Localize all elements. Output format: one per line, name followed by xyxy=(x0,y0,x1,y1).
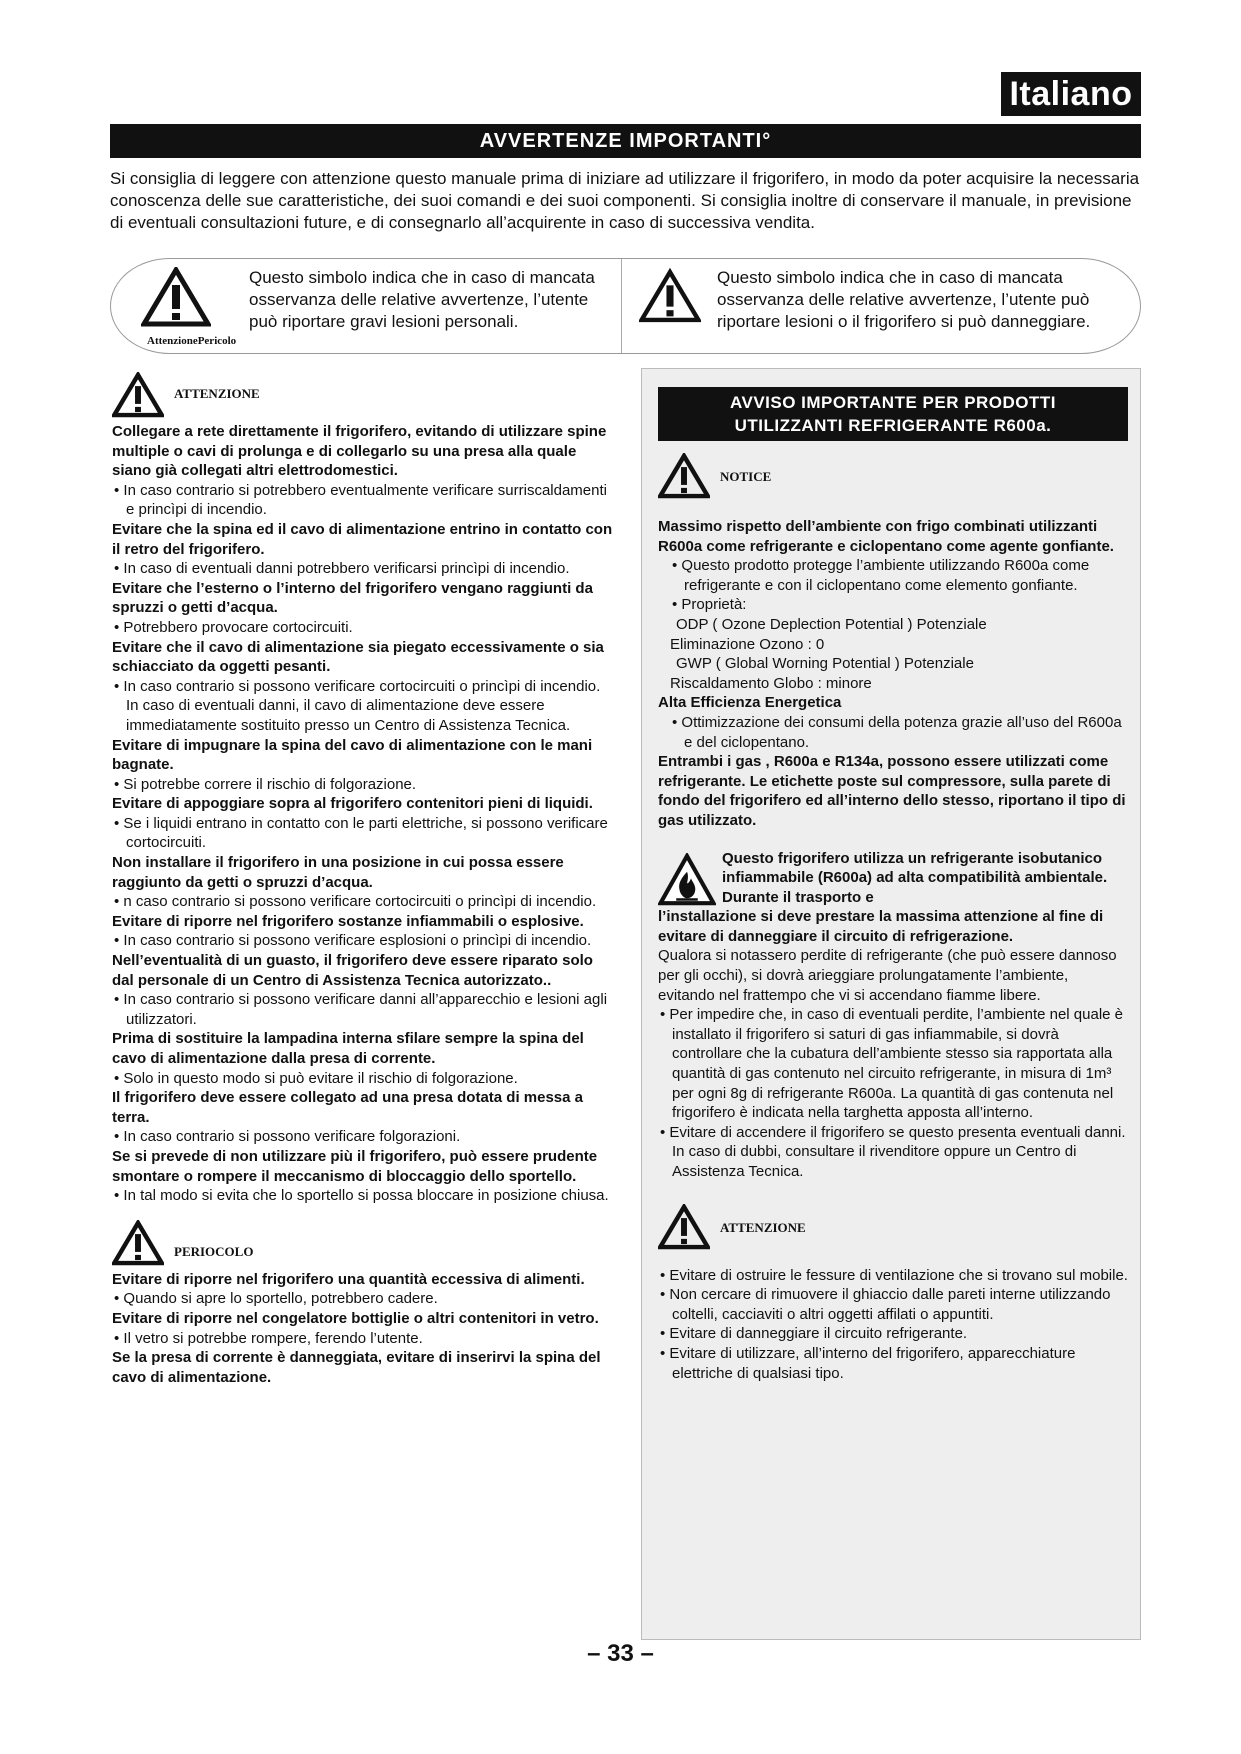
warning-note: • In caso di eventuali danni potrebbero verificarsi princìpi di incendio. xyxy=(114,560,570,578)
warning-note: • Il vetro si potrebbe rompere, ferendo l’utente. xyxy=(114,1329,423,1347)
warning-note: • Si potrebbe correre il rischio di folgorazione. xyxy=(114,775,417,793)
warning-note: • Quando si apre lo sportello, potrebbero cadere. xyxy=(114,1290,438,1308)
caution-symbol-text: Questo simbolo indica che in caso di mancata osservanza delle relative avvertenze, l’utente può riportare lesioni o il frigorifero si può danneggiare. xyxy=(717,268,1091,331)
warning-heading: Non installare il frigorifero in una posizione in cui possa essere raggiunto da getti o spruzzi d’acqua. xyxy=(112,854,564,891)
warning-heading: Evitare che la spina ed il cavo di alimentazione entrino in contatto con il retro del frigorifero. xyxy=(112,520,613,558)
page-number: – 33 – xyxy=(587,1640,654,1667)
warning-note: • Se i liquidi entrano in contatto con le parti elettriche, si possono verificare cortocircuiti. xyxy=(114,814,608,852)
warning-heading: Evitare di riporre nel frigorifero sostanze infiammabili o esplosive. xyxy=(112,912,584,930)
property-line: Eliminazione Ozono : 0 xyxy=(670,635,825,653)
warning-heading: Prima di sostituire la lampadina interna sfilare sempre la spina del cavo di alimentazione dalla presa di corrente. xyxy=(112,1030,584,1067)
warning-note: • Potrebbero provocare cortocircuiti. xyxy=(114,618,353,636)
attenzione-heading xyxy=(112,372,614,418)
flammable-heading-cont: l’installazione si deve prestare la massima attenzione al fine di evitare di danneggiare il circuito di refrigerazione. xyxy=(658,908,1104,945)
caution-symbol-cell xyxy=(639,267,1129,333)
flammable-heading: Questo frigorifero utilizza un refrigerante isobutanico infiammabile (R600a) ad alta compatibilità ambientale. Durante il trasporto e xyxy=(722,849,1108,906)
r600a-notice-header xyxy=(658,387,1128,441)
warning-heading: Evitare di riporre nel frigorifero una quantità eccessiva di alimenti. xyxy=(112,1270,585,1288)
r600a-notice-panel xyxy=(641,368,1141,1640)
bullet-item: • Evitare di accendere il frigorifero se questo presenta eventuali danni. In caso di dubbi, consultare il rivenditore oppure un Centro di Assistenza Tecnica. xyxy=(660,1123,1126,1180)
warning-note: • n caso contrario si possono verificare cortocircuiti o princìpi di incendio. xyxy=(114,893,597,911)
warning-heading: Evitare che il cavo di alimentazione sia piegato eccessivamente o sia schiacciato da oggetti pesanti. xyxy=(112,638,604,676)
warning-note: • Solo in questo modo si può evitare il rischio di folgorazione. xyxy=(114,1069,518,1087)
warning-heading: Evitare che l’esterno o l’interno del frigorifero vengano raggiunti da spruzzi o getti d’acqua. xyxy=(112,579,593,617)
notice-header-line: UTILIZZANTI REFRIGERANTE R600a. xyxy=(734,416,1052,435)
warning-triangle-icon xyxy=(658,1204,710,1250)
warning-heading: Evitare di impugnare la spina del cavo di alimentazione con le mani bagnate. xyxy=(112,736,593,774)
warning-heading: Se si prevede di non utilizzare più il frigorifero, può essere prudente smontare o rompere il meccanismo di bloccaggio dello sportello. xyxy=(112,1147,598,1185)
intro-paragraph: Si consiglia di leggere con attenzione questo manuale prima di iniziare ad utilizzare il frigorifero, in modo da poter acquisire la necessaria conoscenza delle sue caratteristiche, dei suoi comandi e dei suoi componenti. Si consiglia inoltre di conservare il manuale, in previsione di eventuali consultazioni future, e di consegnarlo all’acquirente in caso di successiva vendita. xyxy=(110,169,1140,232)
bullet-item: • Ottimizzazione dei consumi della potenza grazie all’uso del R600a e del ciclopentano. xyxy=(672,713,1122,751)
warning-heading: Evitare di riporre nel congelatore bottiglie o altri contenitori in vetro. xyxy=(112,1309,599,1327)
danger-symbol-text: Questo simbolo indica che in caso di mancata osservanza delle relative avvertenze, l’utente può riportare gravi lesioni personali. xyxy=(249,268,595,331)
warning-triangle-icon xyxy=(658,453,710,499)
property-line: Riscaldamento Globo : minore xyxy=(670,674,872,692)
warning-triangle-icon xyxy=(112,1220,164,1266)
bullet-item: • Per impedire che, in caso di eventuali perdite, l’ambiente nel quale è installato il frigorifero si saturi di gas infiammabile, si dovrà controllare che la cubatura dell’ambiente stesso sia rapportata alla quantità di gas contenuto nel circuito refrigerante, in misura di 1m³ per ogni 8g di refrigerante R600a. La quantità di gas contenuta nel frigorifero è indicata nella targhetta apposta all’interno. xyxy=(660,1006,1124,1122)
efficiency-heading: Alta Efficienza Energetica xyxy=(658,694,842,712)
warning-note: • In caso contrario si possono verificare danni all’apparecchio e lesioni agli utilizzatori. xyxy=(114,991,608,1028)
notice-header-line: AVVISO IMPORTANTE PER PRODOTTI xyxy=(729,393,1057,412)
bullet-item: • Evitare di danneggiare il circuito refrigerante. xyxy=(660,1325,968,1343)
warning-note: • In caso contrario si possono verificare esplosioni o princìpi di incendio. xyxy=(114,932,592,950)
warning-heading: Nell’eventualità di un guasto, il frigorifero deve essere riparato solo dal personale di un Centro di Assistenza Tecnica autorizzato.. xyxy=(112,952,593,989)
bullet-item: • Questo prodotto protegge l’ambiente utilizzando R600a come refrigerante e con il ciclopentano come elemento gonfiante. xyxy=(672,557,1090,594)
property-line: GWP ( Global Worning Potential ) Potenziale xyxy=(676,655,974,673)
pericolo-label: PERIOCOLO xyxy=(174,1244,254,1260)
warning-heading: Evitare di appoggiare sopra al frigorifero contenitori pieni di liquidi. xyxy=(112,795,593,813)
attenzione-label: ATTENZIONE xyxy=(174,386,260,402)
danger-symbol-cell xyxy=(141,267,611,333)
warning-triangle-icon xyxy=(112,372,164,418)
flammable-icon xyxy=(658,853,716,907)
notice-heading xyxy=(658,453,1128,499)
warning-triangle-icon xyxy=(141,267,211,327)
notice-label: NOTICE xyxy=(720,469,772,485)
bullet-item: • Evitare di utilizzare, all’interno del frigorifero, apparecchiature elettriche di qualsiasi tipo. xyxy=(660,1344,1076,1382)
warning-note: • In caso contrario si potrebbero eventualmente verificare surriscaldamenti e princìpi di incendio. xyxy=(114,481,607,519)
divider xyxy=(621,259,622,353)
property-line: ODP ( Ozone Deplection Potential ) Potenziale xyxy=(676,615,987,633)
eco-heading: Massimo rispetto dell’ambiente con frigo combinati utilizzanti R600a come refrigerante e ciclopentano come agente gonfiante. xyxy=(658,518,1114,555)
warning-note: • In caso contrario si possono verificare folgorazioni. xyxy=(114,1128,461,1146)
warning-note: • In tal modo si evita che lo sportello si possa bloccare in posizione chiusa. xyxy=(114,1187,609,1205)
language-tab: Italiano xyxy=(1001,72,1141,116)
flammable-paragraph: Qualora si notassero perdite di refrigerante (che può essere dannoso per gli occhi), si dovrà arieggiare prolungatamente l’ambiente, evitando nel frattempo che vi si accendano fiamme libere. xyxy=(658,947,1117,1004)
bullet-item: • Evitare di ostruire le fessure di ventilazione che si trovano sul mobile. xyxy=(660,1266,1128,1284)
symbol-caption: AttenzionePericolo xyxy=(147,335,237,347)
warning-heading: Il frigorifero deve essere collegato ad una presa dotata di messa a terra. xyxy=(112,1089,584,1126)
left-warnings-list xyxy=(112,422,614,1206)
left-column xyxy=(112,372,614,1387)
bullet-item: • Proprietà: xyxy=(672,596,747,614)
attenzione-label: ATTENZIONE xyxy=(720,1220,806,1235)
warning-note: • In caso contrario si possono verificare cortocircuiti o princìpi di incendio. In caso di eventuali danni, il cavo di alimentazione deve essere immediatamente sostituito presso un Centro di Assistenza Tecnica. xyxy=(114,677,601,734)
attenzione-heading-right xyxy=(658,1204,1128,1250)
pericolo-heading xyxy=(112,1220,614,1266)
section-header: AVVERTENZE IMPORTANTI° xyxy=(110,124,1141,158)
warning-triangle-icon xyxy=(639,267,701,325)
gas-heading: Entrambi i gas , R600a e R134a, possono essere utilizzati come refrigerante. Le etichette poste sul compressore, sulla parete di fondo del frigorifero ed all’interno dello stesso, riportano il tipo di gas utilizzato. xyxy=(658,753,1126,829)
symbol-legend-box xyxy=(110,258,1141,354)
warning-heading: Collegare a rete direttamente il frigorifero, evitando di utilizzare spine multiple o cavi di prolunga e di collegarlo su una presa alla quale siano già collegati altri elettrodomestici. xyxy=(112,423,607,480)
pericolo-warnings-list xyxy=(112,1270,614,1388)
warning-heading: Se la presa di corrente è danneggiata, evitare di inserirvi la spina del cavo di alimentazione. xyxy=(112,1349,601,1386)
flammable-heading-row xyxy=(658,849,1128,908)
bullet-item: • Non cercare di rimuovere il ghiaccio dalle pareti interne utilizzando coltelli, cacciaviti o altri oggetti affilati o appuntiti. xyxy=(660,1286,1111,1323)
